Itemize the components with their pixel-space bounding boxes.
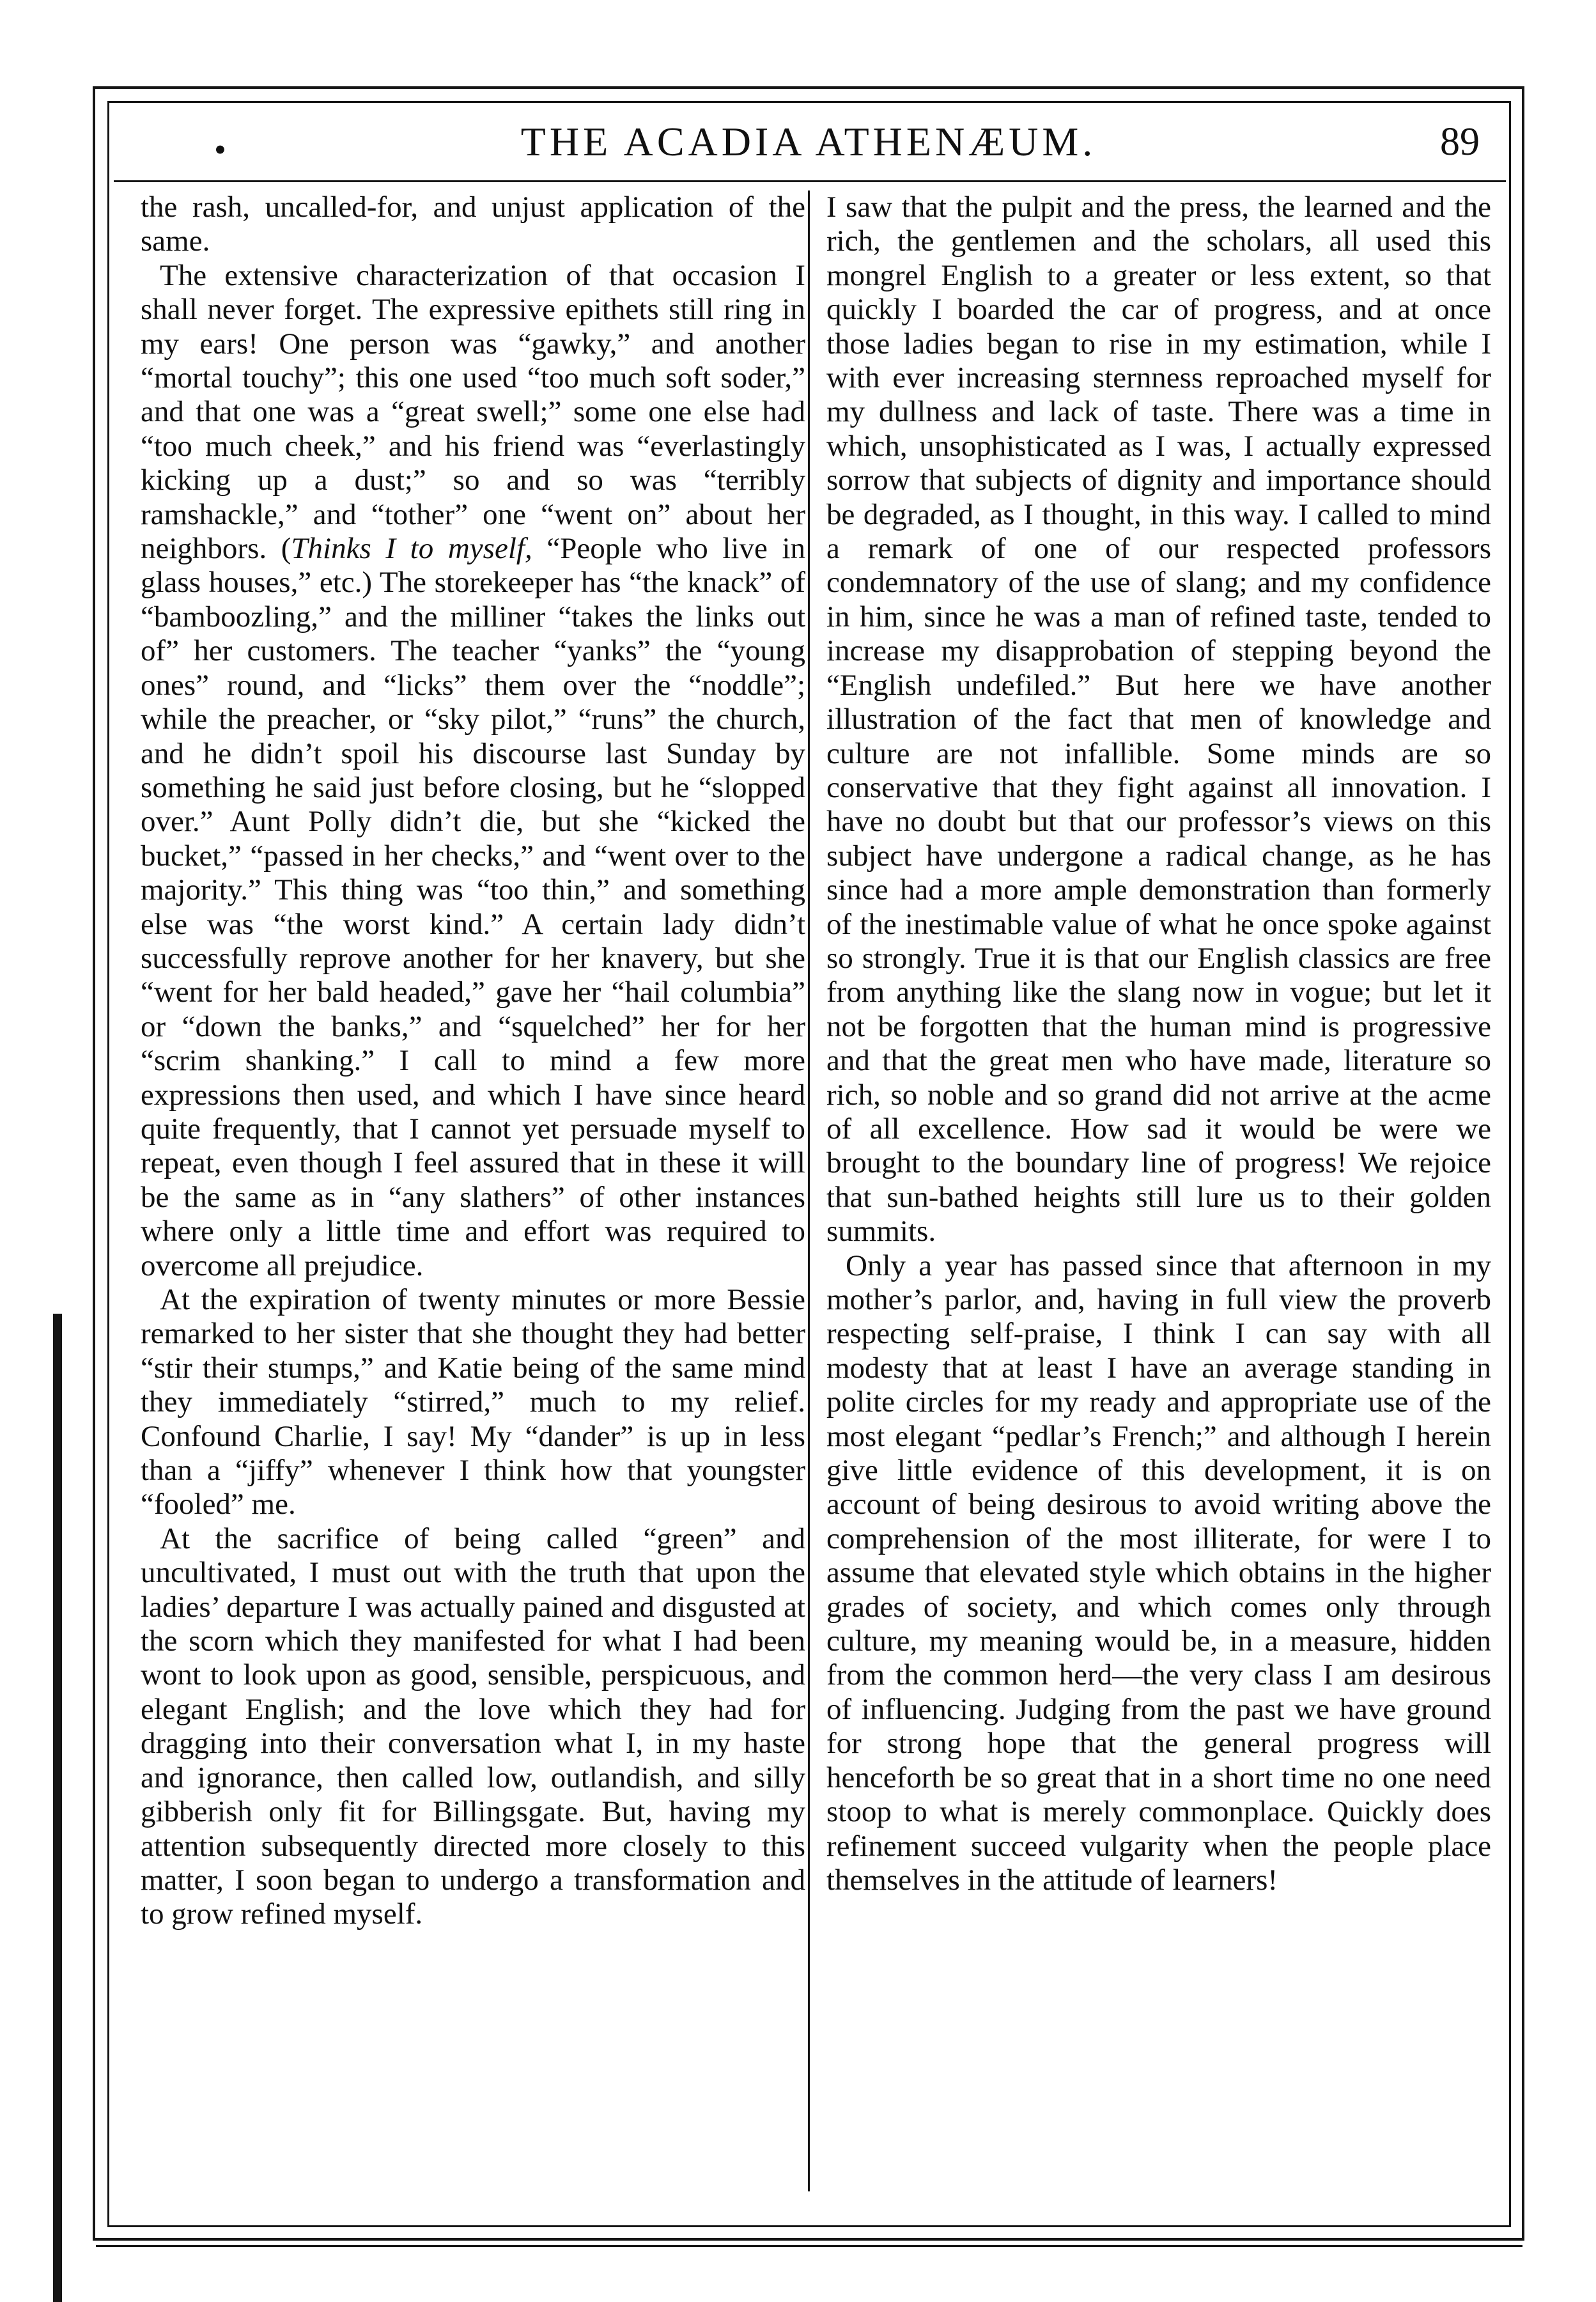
header-bullet: • [214,130,226,169]
paragraph: the rash, uncalled-for, and unjust application of the same. [141,191,805,258]
running-header [118,105,1499,182]
paragraph: Only a year has passed since that afternoon in my mother’s parlor, and, having in full view the proverb respecting self-praise, I think I can say with all modesty that at least I have an average standing in polite circles for my ready and appropriate use of the most elegant “pedlar’s French;” and although I herein give little evidence of this development, it is on account of being desirous to avoid writing above the comprehension of the most illiterate, for were I to assume that elevated style which obtains in the higher grades of society, and which comes only through culture, my meaning would be, in a measure, hidden from the common herd—the very class I am desirous of influencing. Judging from the past we have ground for strong hope that the general progress will henceforth be so great that in a short time no one need stoop to what is merely commonplace. Quickly does refinement succeed vulgarity when the people place themselves in the attitude of learners! [826,1248,1491,1897]
paragraph-text: The extensive characterization of that occasion I shall never forget. The expressive epithets still ring in my ears! One person was “gawky,” and another “mortal touchy”; this one used “too much soft soder,” and that one was a “great swell;” some one else had “too much cheek,” and his friend was “everlastingly kicking up a dust;” so and so was “terribly ramshackle,” and “tother” one “went on” about her neighbors. ( [141,258,805,566]
paragraph: I saw that the pulpit and the press, the learned and the rich, the gentlemen and the scholars, all used this mongrel English to a greater or less extent, so that quickly I boarded the car of progress, and at once those ladies began to rise in my estimation, while I with ever increasing sternness reproached myself for my dullness and lack of taste. There was a time in which, unsophisticated as I was, I actually expressed sorrow that subjects of dignity and importance should be degraded, as I thought, in this way. I called to mind a remark of one of our respected professors condemnatory of the use of slang; and my confidence in him, since he was a man of refined taste, tended to increase my disapprobation of stepping beyond the “English undefiled.” But here we have another illustration of the fact that men of knowledge and culture are not infallible. Some minds are so conservative that they fight against all innovation. I have no doubt but that our professor’s views on this subject have undergone a radical change, as he has since had a more ample demonstration than formerly of the inestimable value of what he once spoke against so strongly. True it is that our English classics are free from anything like the slang now in vogue; but let it not be forgotten that the human mind is progressive and that the great men who have made, literature so rich, so noble and so grand did not arrive at the acme of all excellence. How sad it would be were we brought to the boundary line of progress! We rejoice that sun-bathed heights still lure us to their golden summits. [826,191,1491,1248]
header-rule [114,180,1506,182]
right-column [826,191,1491,1897]
paragraph: At the expiration of twenty minutes or more Bessie remarked to her sister that she thought they had better “stir their stumps,” and Katie being of the same mind they immediately “stirred,” much to my relief. Confound Charlie, I say! My “dander” is up in less than a “jiffy” whenever I think how that youngster “fooled” me. [141,1283,805,1521]
left-column [141,191,805,1932]
paragraph-text: “People who live in glass houses,” etc.) The storekeeper has “the knack” of “bamboozling,” and the milliner “takes the links out of” her customers. The teacher “yanks” the “young ones” round, and “licks” them over the “noddle”; while the preacher, or “sky pilot,” “runs” the church, and he didn’t spoil his discourse last Sunday by something he said just before closing, but he “slopped over.” Aunt Polly didn’t die, but she “kicked the bucket,” “passed in her checks,” and “went over to the majority.” This thing was “too thin,” and something else was “the worst kind.” A certain lady didn’t successfully reprove another for her knavery, but she “went for her bald headed,” gave her “hail columbia” or “down the banks,” and “squelched” her for her “scrim shanking.” I call to mind a few more expressions then used, and which I have since heard quite frequently, that I cannot yet persuade myself to repeat, even though I feel assured that in these it will be the same as in “any slathers” of other instances where only a little time and effort was required to overcome all prejudice. [141,532,805,1282]
scan-edge-shadow [53,1314,62,2302]
page-number: 89 [1440,120,1480,164]
italic-phrase: Thinks I to myself, [291,532,532,566]
bottom-rule [96,2245,1522,2247]
journal-title: THE ACADIA ATHENÆUM. [520,119,1097,164]
column-divider [808,191,810,2191]
paragraph: At the sacrifice of being called “green” and uncultivated, I must out with the truth that upon the ladies’ departure I was actually pained and disgusted at the scorn which they manifested for what I had been wont to look upon as good, sensible, perspicuous, and elegant English; and the love which they had for dragging into their conversation what I, in my haste and ignorance, then called low, outlandish, and silly gibberish only fit for Billingsgate. But, having my attention subsequently directed more closely to this matter, I soon began to undergo a transformation and to grow refined myself. [141,1521,805,1931]
paragraph [141,259,805,1283]
